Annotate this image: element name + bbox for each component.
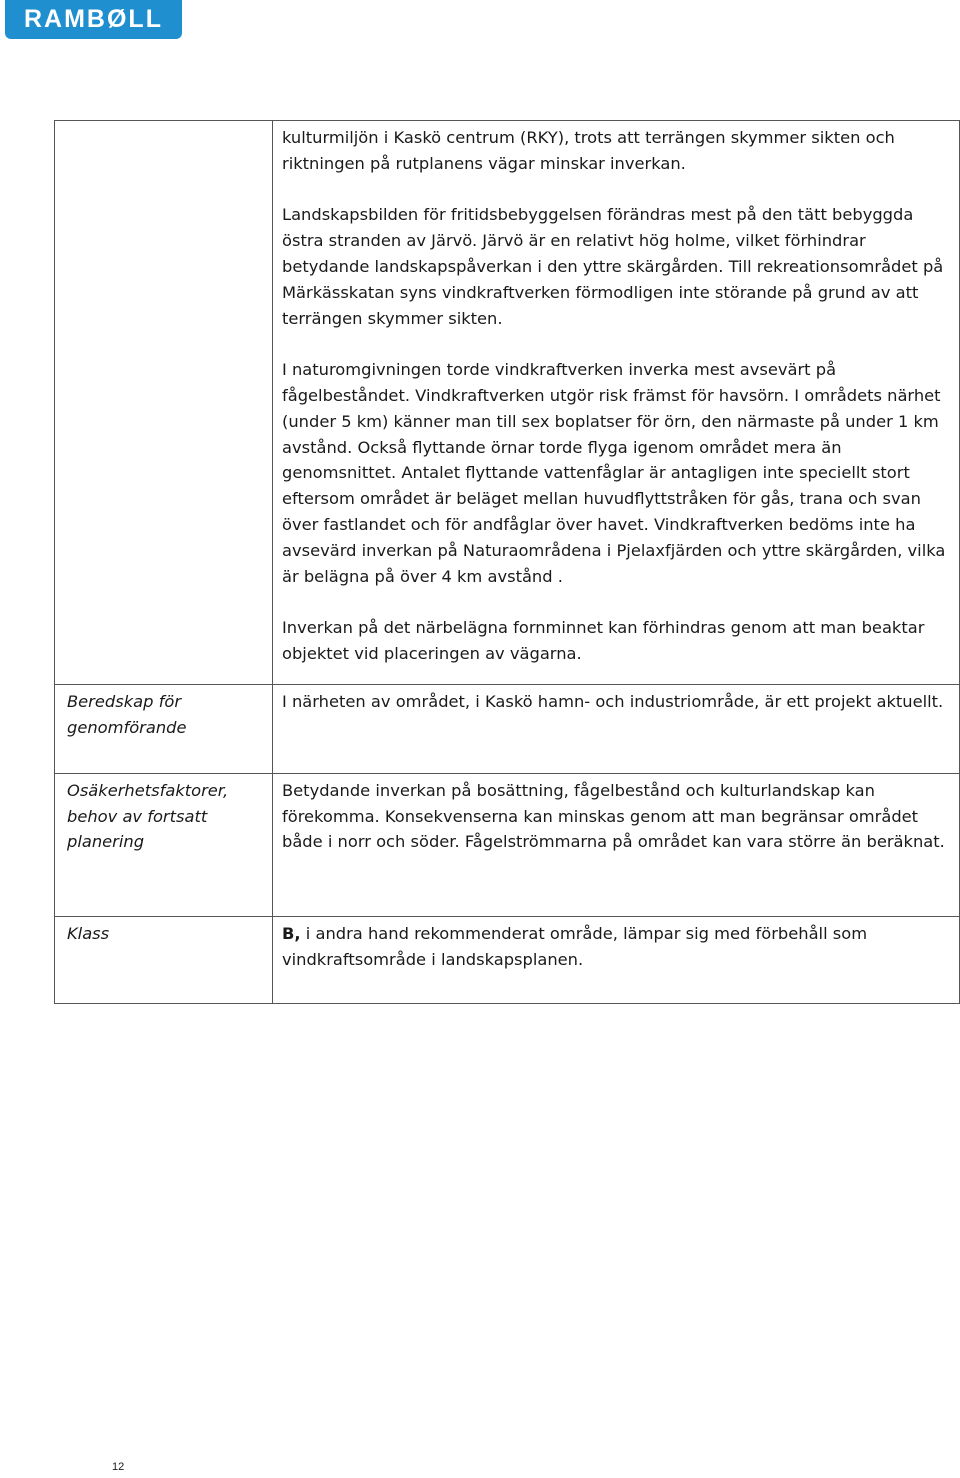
osakerhet-label: Osäkerhetsfaktorer, behov av fortsatt planering [55,773,273,916]
klass-content [273,916,960,1003]
table-row-osakerhet [55,773,960,916]
page-number: 12 [112,1461,125,1473]
logo-text: RAMBØLL [24,5,163,33]
impacts-content [273,121,960,685]
table-row-klass [55,916,960,1003]
klass-description: i andra hand rekommenderat område, lämpar sig med förbehåll som vindkraftsområde i landskapsplanen. [282,923,868,969]
impacts-paragraph-4: Inverkan på det närbelägna fornminnet kan förhindras genom att man beaktar objektet vid placeringen av vägarna. [282,618,925,663]
klass-label: Klass [55,916,273,1003]
assessment-table [54,120,960,1004]
ramboll-logo [5,0,182,39]
beredskap-content: I närheten av området, i Kaskö hamn- och industriområde, är ett projekt aktuellt. [273,684,960,773]
impacts-paragraph-3: I naturomgivningen torde vindkraftverken inverka mest avsevärt på fågelbeståndet. Vindkraftverken utgör risk främst för havsörn. I områdets närhet (under 5 km) känner man till sex boplatser för örn, den närmaste på under 1 km avstånd. Också flyttande örnar torde flyga igenom området mera än genomsnittet. Antalet flyttande vattenfåglar är antagligen inte speciellt stort eftersom området är beläget mellan huvudflyttstråken för gås, trana och svan över fastlandet och för andfåglar över havet. Vindkraftverken bedöms inte ha avsevärd inverkan på Naturaområdena i Pjelaxfjärden och yttre skärgården, vilka är belägna på över 4 km avstånd . [282,360,946,586]
klass-value: B, [282,923,301,943]
impacts-paragraph-2: Landskapsbilden för fritidsbebyggelsen förändras mest på den tätt bebyggda östra stranden av Järvö. Järvö är en relativt hög holme, vilket förhindrar betydande landskapspåverkan i den yttre skärgården. Till rekreationsområdet på Märkässkatan syns vindkraftverken förmodligen inte störande på grund av att terrängen skymmer sikten. [282,205,944,328]
table-row-impacts [55,121,960,685]
row-label-empty [55,121,273,685]
beredskap-label: Beredskap för genomförande [55,684,273,773]
table-row-beredskap [55,684,960,773]
impacts-paragraph-1: kulturmiljön i Kaskö centrum (RKY), trots att terrängen skymmer sikten och riktningen på rutplanens vägar minskar inverkan. [282,128,895,173]
osakerhet-content: Betydande inverkan på bosättning, fågelbestånd och kulturlandskap kan förekomma. Konsekvenserna kan minskas genom att man begränsar området både i norr och söder. Fågelströmmarna på området kan vara större än beräknat. [273,773,960,916]
